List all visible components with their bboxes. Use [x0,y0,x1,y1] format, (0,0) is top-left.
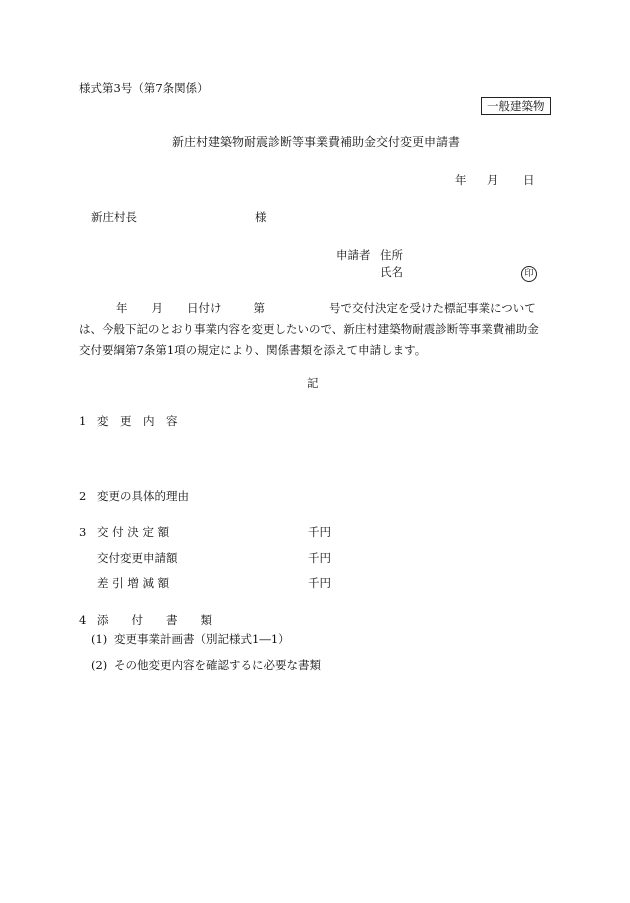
item1-label: 変 更 内 容 [97,414,178,428]
applicant-name-label: 氏名 [380,265,403,279]
date-month: 月 [487,173,499,187]
item2-label: 変更の具体的理由 [97,489,189,503]
applicant-address-label: 住所 [380,248,403,262]
item3-row-unit: 千円 [308,525,331,539]
body-line-3: 交付要綱第7条第1項の規定により、関係書類を添えて申請します。 [79,343,427,357]
date-year: 年 [455,173,467,187]
item3-number: 3 [79,525,87,539]
document-title: 新庄村建築物耐震診断等事業費補助金交付変更申請書 [172,135,461,149]
item3-row-unit: 千円 [308,551,331,565]
seal-mark [521,265,537,282]
addressee-honorific: 様 [255,210,267,224]
body-line1-rest: 号で交付決定を受けた標記事業について [329,301,536,315]
body-line-2: は、今般下記のとおり事業内容を変更したいので、新庄村建築物耐震診断等事業費補助金 [79,322,539,336]
seal-icon: 印 [521,266,537,282]
item3-row-label: 交 付 決 定 額 [97,525,170,539]
attachment-text: 変更事業計画書（別記様式1―1） [114,632,290,646]
item4-label: 添 付 書 類 [97,613,212,627]
category-tag: 一般建築物 [481,97,551,115]
body-date-day: 日付け [187,301,222,315]
item3-row-label: 交付変更申請額 [97,551,178,565]
form-number: 様式第3号（第7条関係） [79,81,209,95]
date-day: 日 [523,173,535,187]
addressee-name: 新庄村長 [91,210,137,224]
item4-number: 4 [79,613,87,627]
applicant-label: 申請者 [336,248,371,262]
item2-number: 2 [79,489,87,503]
body-date-year: 年 [116,301,128,315]
attachment-text: その他変更内容を確認するに必要な書類 [114,658,321,672]
body-line-1 [79,298,554,319]
attachment-num: (2) [91,658,108,672]
item3-row-label: 差 引 増 減 額 [97,576,170,590]
attachment-num: (1) [91,632,108,646]
item3-row-unit: 千円 [308,576,331,590]
body-paragraph [79,298,554,361]
ki-heading: 記 [307,376,319,390]
item1-number: 1 [79,414,87,428]
body-number-prefix: 第 [253,301,265,315]
body-date-month: 月 [151,301,163,315]
